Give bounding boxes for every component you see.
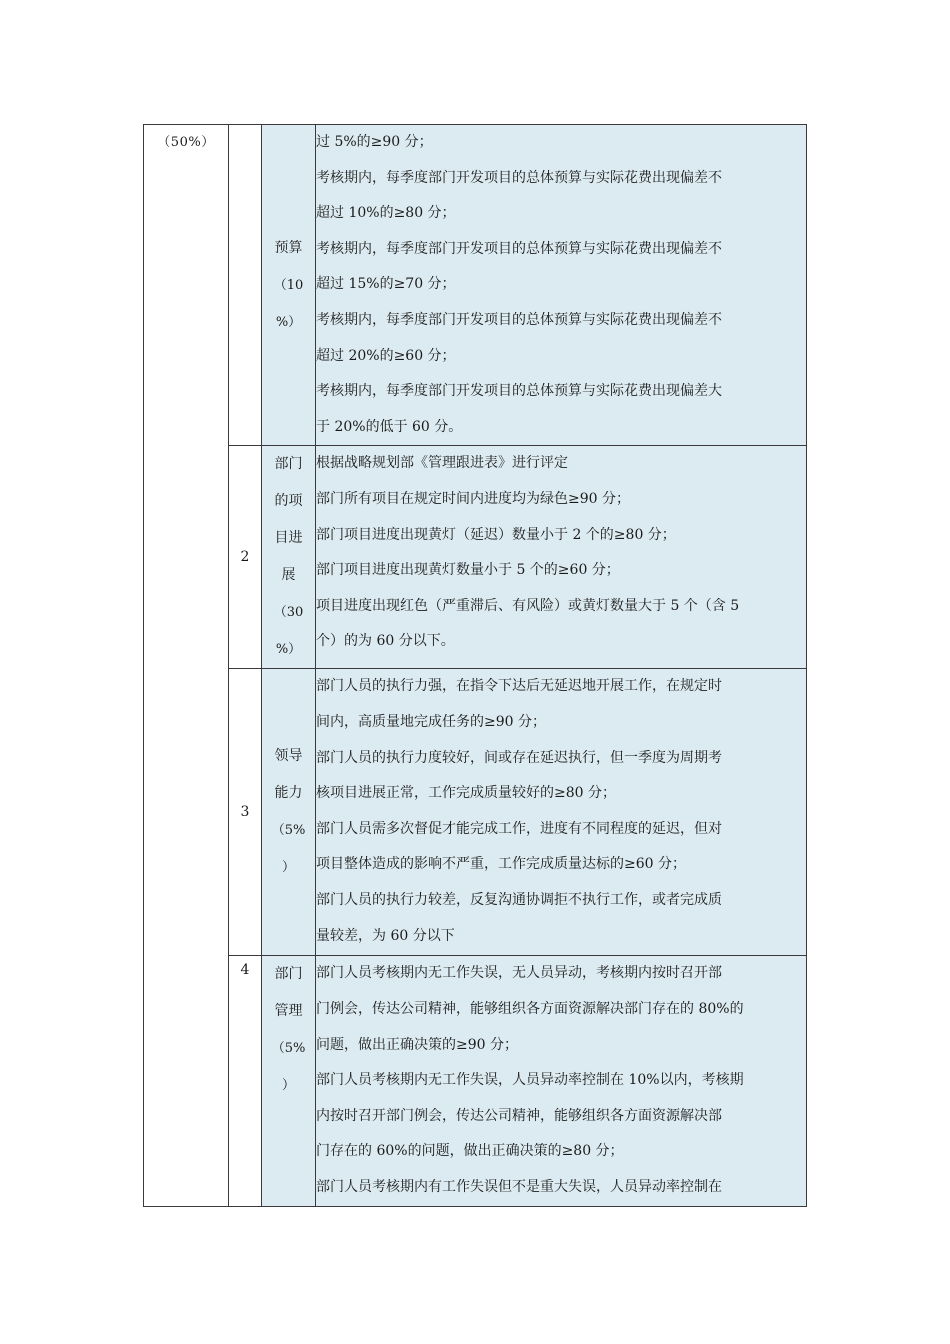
- criteria-line: 部门所有项目在规定时间内进度均为绿色≥90 分；: [316, 490, 630, 507]
- criteria-line: 考核期内，每季度部门开发项目的总体预算与实际花费出现偏差大: [316, 383, 722, 400]
- item-name-line: （10: [273, 277, 304, 293]
- criteria-cell: [316, 956, 807, 1206]
- item-name-cell: [262, 125, 316, 446]
- criteria-line: 部门人员考核期内无工作失误，人员异动率控制在 10%以内，考核期: [316, 1072, 744, 1089]
- row-number: 3: [240, 804, 250, 821]
- criteria-line: 部门项目进度出现黄灯（延迟）数量小于 2 个的≥80 分；: [316, 526, 676, 543]
- item-name-line: ）: [281, 1078, 295, 1094]
- table-row: [144, 956, 807, 1206]
- item-name-line: 部门: [274, 966, 303, 983]
- item-name-line: （5%: [271, 1041, 306, 1057]
- criteria-line: 部门人员的执行力较差，反复沟通协调拒不执行工作，或者完成质: [316, 891, 722, 908]
- category-cell: [144, 125, 229, 1207]
- criteria-line: 项目进度出现红色（严重滞后、有风险）或黄灯数量大于 5 个（含 5: [316, 597, 740, 614]
- criteria-line: 部门人员的执行力度较好，间或存在延迟执行，但一季度为周期考: [316, 749, 722, 766]
- item-name-line: 能力: [274, 785, 303, 802]
- criteria-line: 间内，高质量地完成任务的≥90 分；: [316, 713, 546, 730]
- table-row: [144, 669, 807, 956]
- criteria-line: 内按时召开部门例会，传达公司精神，能够组织各方面资源解决部: [316, 1107, 722, 1124]
- row-number-cell: [229, 125, 262, 446]
- criteria-cell: [316, 669, 807, 956]
- row-number-cell: [229, 956, 262, 1206]
- row-number: 2: [240, 549, 250, 566]
- row-number-cell: [229, 669, 262, 956]
- item-name-line: ）: [281, 860, 295, 876]
- item-name-line: 展: [281, 567, 296, 584]
- item-name-cell: [262, 669, 316, 956]
- criteria-line: 问题，做出正确决策的≥90 分；: [316, 1036, 518, 1053]
- criteria-line: 超过 15%的≥70 分；: [316, 276, 456, 293]
- criteria-line: 考核期内，每季度部门开发项目的总体预算与实际花费出现偏差不: [316, 169, 722, 186]
- criteria-line: 门例会，传达公司精神，能够组织各方面资源解决部门存在的 80%的: [316, 1000, 744, 1017]
- criteria-line: 部门人员考核期内无工作失误，无人员异动，考核期内按时召开部: [316, 965, 722, 982]
- item-name-line: 预算: [274, 239, 303, 256]
- item-name-line: 目进: [274, 530, 303, 547]
- item-name-line: %）: [275, 314, 302, 330]
- category-weight-label: （50%）: [157, 135, 215, 150]
- item-name-line: 部门: [274, 456, 303, 473]
- table-row: [144, 125, 807, 446]
- criteria-line: 于 20%的低于 60 分。: [316, 418, 463, 435]
- criteria-line: 项目整体造成的影响不严重，工作完成质量达标的≥60 分；: [316, 856, 686, 873]
- criteria-line: 量较差，为 60 分以下: [316, 927, 455, 944]
- row-number: 4: [240, 962, 250, 979]
- item-name-cell: [262, 956, 316, 1206]
- criteria-cell: [316, 125, 807, 446]
- criteria-line: 部门项目进度出现黄灯数量小于 5 个的≥60 分；: [316, 562, 620, 579]
- item-name-line: %）: [275, 642, 302, 658]
- criteria-line: 根据战略规划部《管理跟进表》进行评定: [316, 455, 568, 472]
- criteria-line: 考核期内，每季度部门开发项目的总体预算与实际花费出现偏差不: [316, 311, 722, 328]
- criteria-line: 部门人员需多次督促才能完成工作，进度有不同程度的延迟，但对: [316, 820, 722, 837]
- item-name-line: （5%: [271, 823, 306, 839]
- item-name-line: 领导: [274, 748, 303, 765]
- item-name-line: 管理: [274, 1003, 303, 1020]
- criteria-line: 考核期内，每季度部门开发项目的总体预算与实际花费出现偏差不: [316, 240, 722, 257]
- assessment-table: [143, 124, 807, 1207]
- item-name-line: 的项: [274, 493, 303, 510]
- criteria-cell: [316, 446, 807, 669]
- item-name-cell: [262, 446, 316, 669]
- item-name-line: （30: [273, 605, 304, 621]
- criteria-line: 超过 20%的≥60 分；: [316, 347, 456, 364]
- criteria-line: 过 5%的≥90 分；: [316, 134, 433, 150]
- criteria-line: 核项目进展正常，工作完成质量较好的≥80 分；: [316, 785, 616, 802]
- criteria-line: 门存在的 60%的问题，做出正确决策的≥80 分；: [316, 1143, 624, 1160]
- criteria-line: 部门人员的执行力强，在指令下达后无延迟地开展工作，在规定时: [316, 678, 722, 695]
- criteria-line: 个）的为 60 分以下。: [316, 633, 455, 650]
- row-number-cell: [229, 446, 262, 669]
- criteria-line: 超过 10%的≥80 分；: [316, 205, 456, 222]
- table-row: [144, 446, 807, 669]
- criteria-line: 部门人员考核期内有工作失误但不是重大失误，人员异动率控制在: [316, 1178, 722, 1195]
